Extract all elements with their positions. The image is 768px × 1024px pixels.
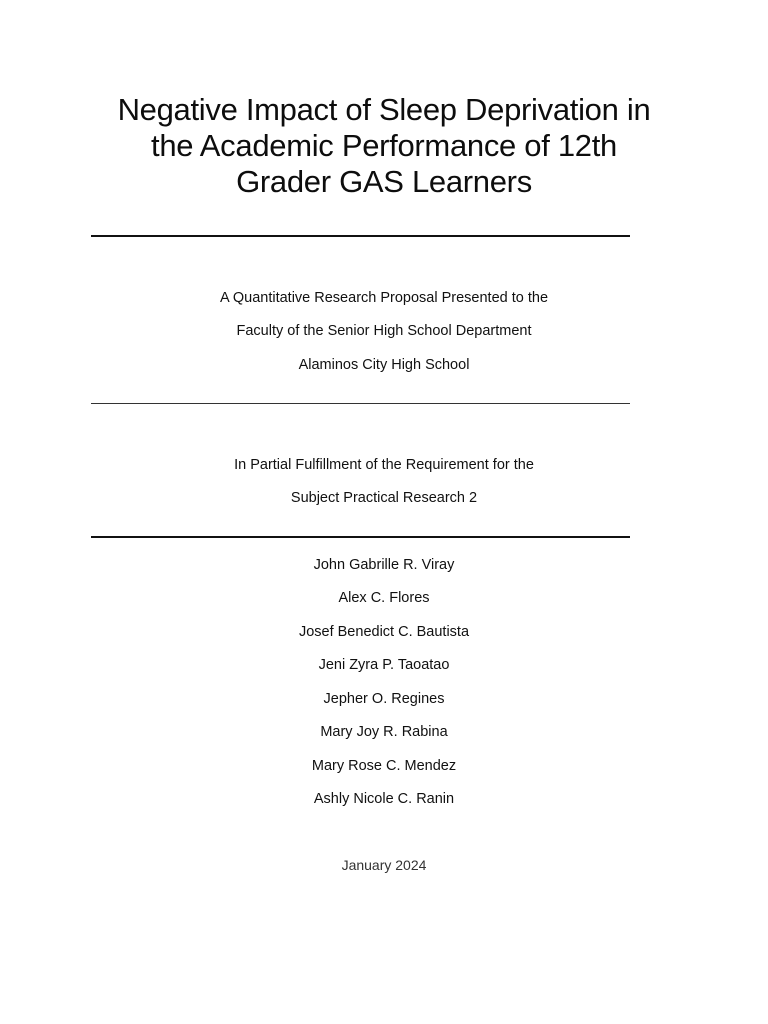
submission-date: January 2024 bbox=[341, 857, 427, 873]
author-name: Jeni Zyra P. Taoatao bbox=[318, 657, 450, 673]
author-name: John Gabrille R. Viray bbox=[313, 557, 455, 573]
document-title bbox=[84, 92, 684, 200]
author-name: Mary Joy R. Rabina bbox=[320, 724, 448, 740]
proposal-line-1: A Quantitative Research Proposal Presented to the bbox=[219, 290, 549, 306]
proposal-line-2: Faculty of the Senior High School Department bbox=[236, 323, 532, 339]
fulfillment-line-1: In Partial Fulfillment of the Requirement for the bbox=[234, 457, 534, 473]
divider-after-proposal bbox=[91, 403, 630, 404]
title-line-3: Grader GAS Learners bbox=[236, 164, 532, 199]
title-line-2: the Academic Performance of 12th bbox=[151, 128, 617, 163]
author-name: Mary Rose C. Mendez bbox=[311, 758, 457, 774]
divider-after-title bbox=[91, 235, 630, 237]
author-name: Jepher O. Regines bbox=[323, 691, 445, 707]
proposal-line-3: Alaminos City High School bbox=[298, 357, 470, 373]
author-name: Josef Benedict C. Bautista bbox=[298, 624, 470, 640]
title-line-1: Negative Impact of Sleep Deprivation in bbox=[117, 92, 651, 127]
fulfillment-line-2: Subject Practical Research 2 bbox=[290, 490, 478, 506]
author-name: Alex C. Flores bbox=[338, 590, 430, 606]
divider-after-fulfillment bbox=[91, 536, 630, 538]
author-name: Ashly Nicole C. Ranin bbox=[313, 791, 455, 807]
